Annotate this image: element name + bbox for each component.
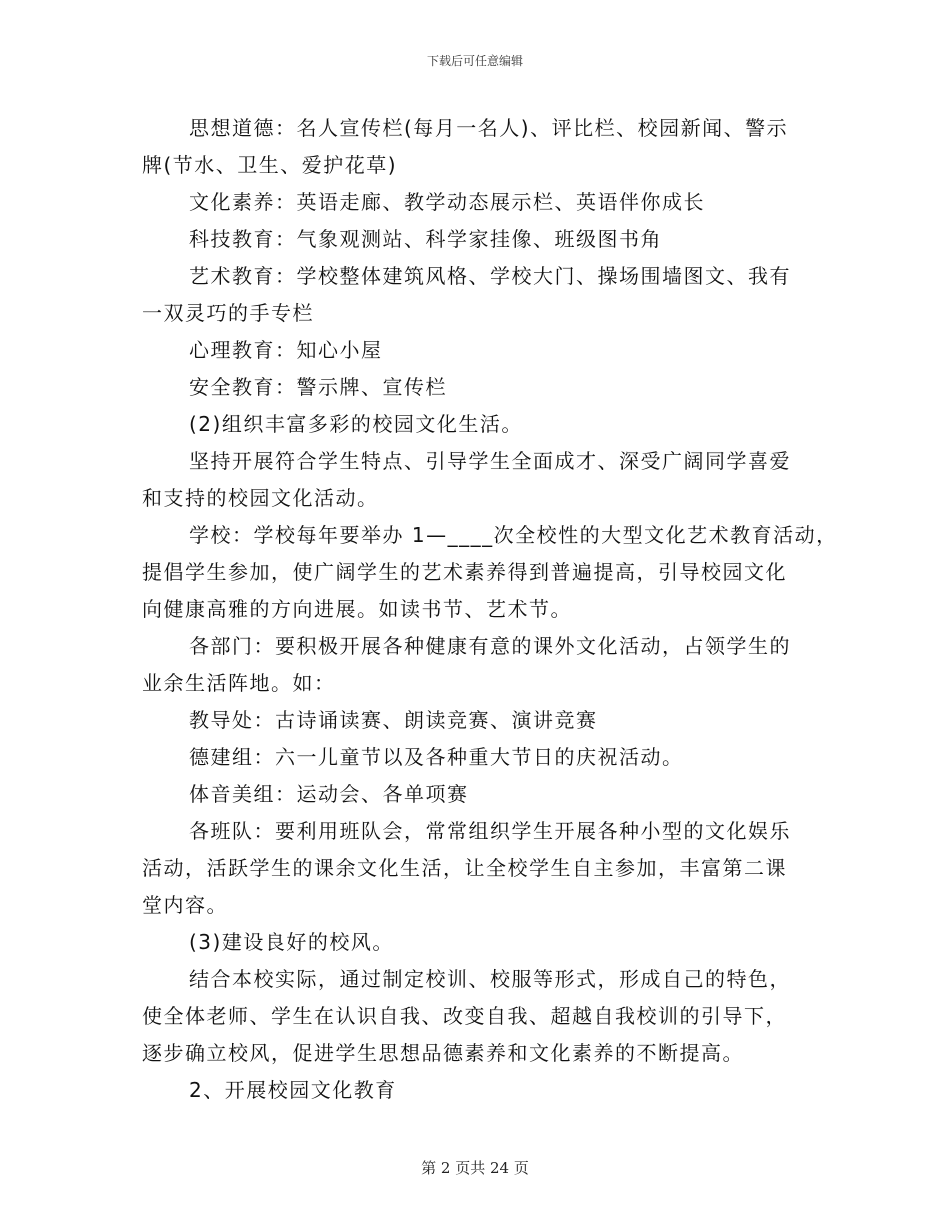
page-header: 下载后可任意编辑 — [426, 54, 523, 68]
paragraph-line: 德建组：六一儿童节以及各种重大节日的庆祝活动。 — [189, 745, 684, 769]
paragraph-line: 安全教育：警示牌、宣传栏 — [189, 375, 447, 399]
section-heading: (2)组织丰富多彩的校园文化生活。 — [189, 412, 523, 436]
paragraph-line: 牌(节水、卫生、爱护花草) — [142, 153, 398, 177]
paragraph-line: 坚持开展符合学生特点、引导学生全面成才、深受广阔同学喜爱 — [189, 449, 791, 473]
paragraph-line: 心理教育：知心小屋 — [189, 338, 383, 362]
document-body — [142, 110, 842, 1109]
paragraph-line: 文化素养：英语走廊、教学动态展示栏、英语伴你成长 — [189, 190, 705, 214]
paragraph-line: 结合本校实际，通过制定校训、校服等形式，形成自己的特色， — [189, 967, 791, 991]
paragraph-line: 业余生活阵地。如： — [142, 671, 336, 695]
paragraph-line: 体音美组：运动会、各单项赛 — [189, 782, 469, 806]
paragraph-line: 使全体老师、学生在认识自我、改变自我、超越自我校训的引导下， — [142, 1004, 787, 1028]
paragraph-line: 堂内容。 — [142, 893, 228, 917]
paragraph-line: 一双灵巧的手专栏 — [142, 301, 314, 325]
paragraph-line: 科技教育：气象观测站、科学家挂像、班级图书角 — [189, 227, 662, 251]
paragraph-line: 逐步确立校风，促进学生思想品德素养和文化素养的不断提高。 — [142, 1041, 744, 1065]
section-heading: 2、开展校园文化教育 — [189, 1078, 397, 1102]
paragraph-line: 各班队：要利用班队会，常常组织学生开展各种小型的文化娱乐 — [189, 819, 791, 843]
paragraph-line: 向健康高雅的方向进展。如读书节、艺术节。 — [142, 597, 572, 621]
paragraph-line: 提倡学生参加，使广阔学生的艺术素养得到普遍提高，引导校园文化 — [142, 560, 787, 584]
paragraph-line: 和支持的校园文化活动。 — [142, 486, 379, 510]
paragraph-line: 学校：学校每年要举办 1—____次全校性的大型文化艺术教育活动， — [189, 523, 838, 547]
paragraph-line: 思想道德：名人宣传栏(每月一名人)、评比栏、校园新闻、警示 — [189, 116, 789, 140]
section-heading: (3)建设良好的校风。 — [189, 930, 394, 954]
page-footer: 第 2 页共 24 页 — [421, 1159, 529, 1177]
paragraph-line: 各部门：要积极开展各种健康有意的课外文化活动，占领学生的 — [189, 634, 791, 658]
paragraph-line: 艺术教育：学校整体建筑风格、学校大门、操场围墙图文、我有 — [189, 264, 791, 288]
paragraph-line: 活动，活跃学生的课余文化生活，让全校学生自主参加，丰富第二课 — [142, 856, 787, 880]
paragraph-line: 教导处：古诗诵读赛、朗读竞赛、演讲竞赛 — [189, 708, 598, 732]
